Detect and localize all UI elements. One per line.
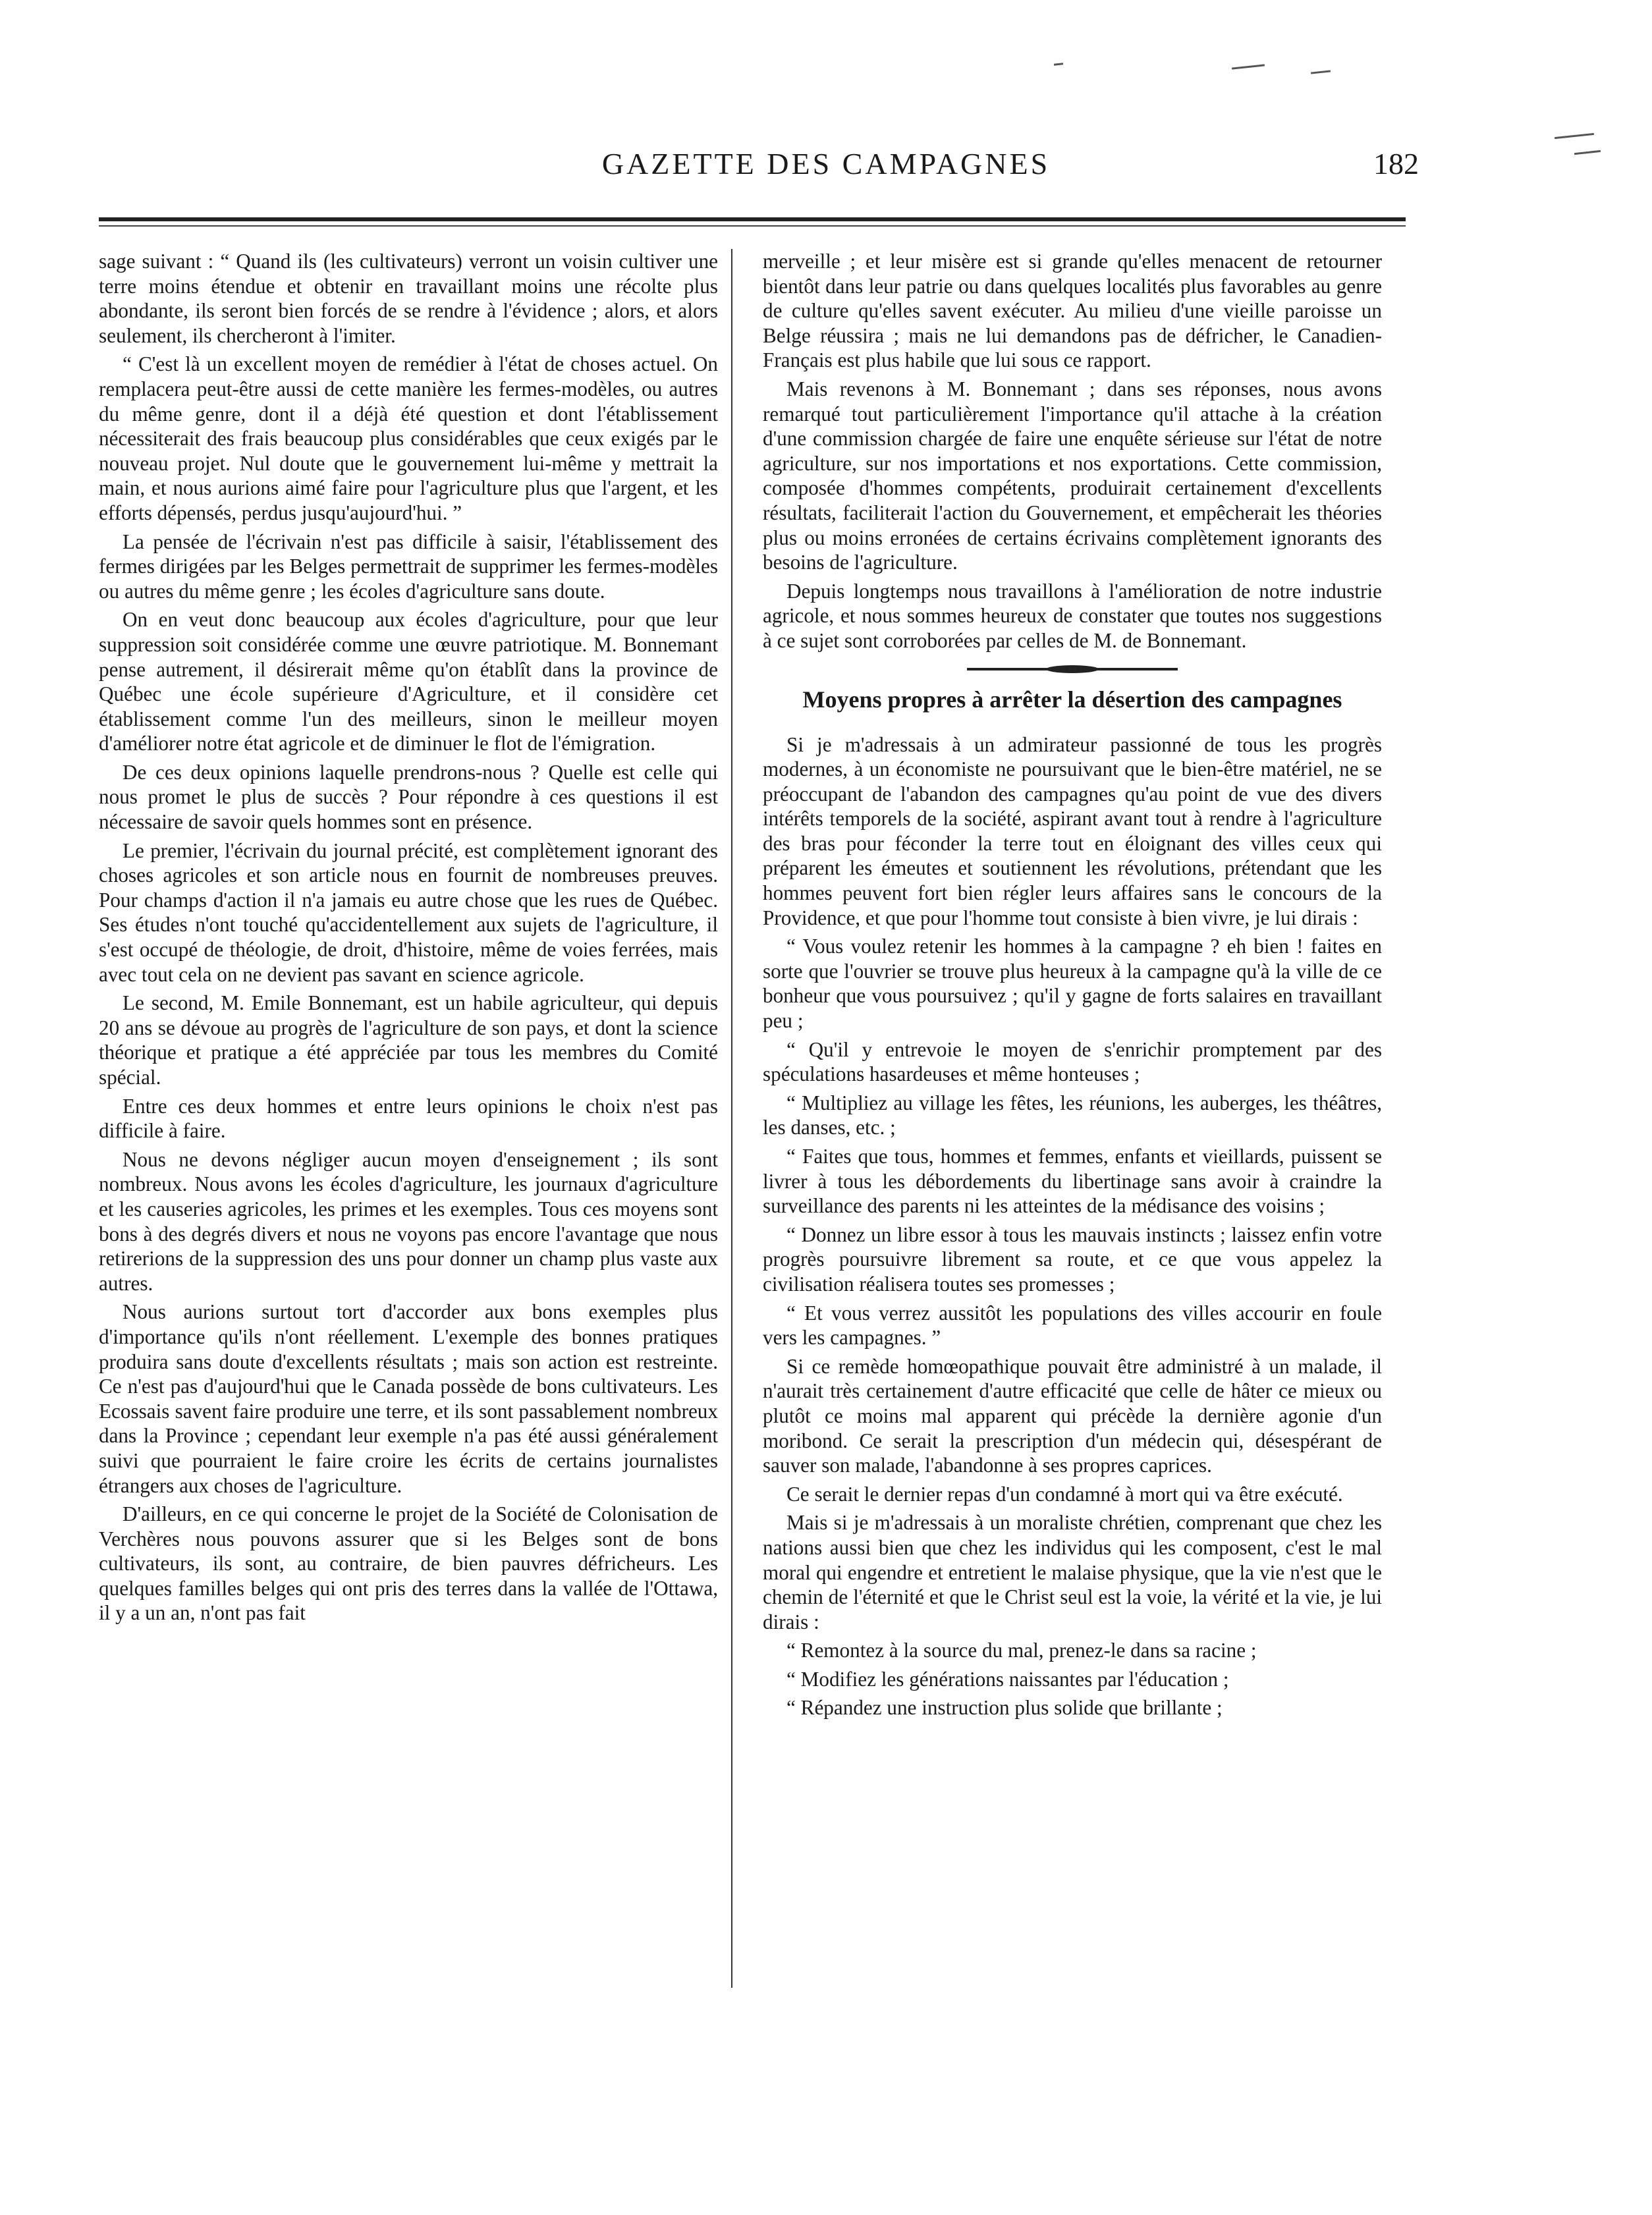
newspaper-title: GAZETTE DES CAMPAGNES (601, 147, 1051, 180)
paragraph: Si ce remède homœopathique pouvait être administré à un malade, il n'aurait très certainement d'autre efficacité que celle de hâter ce mieux ou plutôt ce moins mal apparent qui précède la dernière agonie d'un moribond. Ce serait la prescription d'un médecin qui, désespérant de sauver son malade, l'abandonne à ses propres caprices. (763, 1354, 1382, 1477)
paragraph: De ces deux opinions laquelle prendrons-nous ? Quelle est celle qui nous promet le plus de succès ? Pour répondre à ces questions il est nécessaire de savoir quels hommes sont en présence. (99, 760, 718, 834)
paragraph: Si je m'adressais à un admirateur passionné de tous les progrès modernes, à un économiste ne poursuivant que le bien-être matériel, ne se préoccupant de l'abandon des campagnes qu'au point de vue des divers intérêts temporels de la société, aspirant avant tout à rendre à l'agriculture des bras pour féconder la terre tout en éloignant des villes ceux qui préparent les émeutes et soutiennent les révolutions, prétendant que les hommes peuvent fort bien régler leurs affaires sans le concours de la Providence, et que pour l'homme tout consiste à bien vivre, je lui dirais : (763, 732, 1382, 929)
paragraph: “ Qu'il y entrevoie le moyen de s'enrichir promptement par des spéculations hasardeuses et même honteuses ; (763, 1037, 1382, 1086)
paragraph: Nous aurions surtout tort d'accorder aux bons exemples plus d'importance qu'ils n'ont réellement. L'exemple des bonnes pratiques produira sans doute d'excellents résultats ; mais son action est restreinte. Ce n'est pas d'aujourd'hui que le Canada possède de bons cultivateurs. Les Ecossais savent faire produire une terre, et ils sont passablement nombreux dans la Province ; cependant leur exemple n'a pas été aussi généralement suivi que pourraient le faire croire les écrits de certains journalistes étrangers aux choses de l'agriculture. (99, 1300, 718, 1497)
paragraph: Mais revenons à M. Bonnemant ; dans ses réponses, nous avons remarqué tout particulièrement l'importance qu'il attache à la création d'une commission chargée de faire une enquête sérieuse sur l'état de notre agriculture, sur nos importations et nos exportations. Cette commission, composée d'hommes compétents, produirait certainement d'excellents résultats, faciliterait l'action du Gouvernement, et empêcherait les théories plus ou moins erronées de certains écrivains complètement ignorants des besoins de l'agriculture. (763, 377, 1382, 574)
paragraph: “ Et vous verrez aussitôt les populations des villes accourir en foule vers les campagnes. ” (763, 1301, 1382, 1350)
paragraph: On en veut donc beaucoup aux écoles d'agriculture, pour que leur suppression soit considérée comme une œuvre patriotique. M. Bonnemant pense autrement, il désirerait même qu'on établît dans la province de Québec une école supérieure d'Agriculture, et il considère cet établissement comme l'un des meilleurs, sinon le meilleur moyen d'améliorer notre état agricole et de diminuer le flot de l'émigration. (99, 608, 718, 755)
section-ornament-rule (967, 668, 1178, 670)
paragraph: merveille ; et leur misère est si grande qu'elles menacent de retourner bientôt dans leur patrie ou dans quelques localités plus favorables au genre de culture qu'elles savent exécuter. Au milieu d'une vieille paroisse un Belge réussira ; mais ne lui demandons pas de défricher, le Canadien-Français est plus habile que lui sous ce rapport. (763, 250, 1382, 372)
paragraph: Mais si je m'adressais à un moraliste chrétien, comprenant que chez les nations aussi bien que chez les individus qui les composent, c'est le mal moral qui engendre et entretient le malaise physique, que la vie n'est que le chemin de l'éternité et que le Christ seul est la voie, la vérité et la vie, je lui dirais : (763, 1511, 1382, 1633)
scan-mark (1555, 133, 1594, 139)
paragraph: “ Répandez une instruction plus solide que brillante ; (786, 1696, 1223, 1720)
paragraph: “ Donnez un libre essor à tous les mauvais instincts ; laissez enfin votre progrès poursuivre librement sa route, et ce que vous appelez la civilisation réalisera toutes ses promesses ; (763, 1222, 1382, 1296)
scan-mark (1232, 64, 1265, 69)
scan-mark (1311, 70, 1331, 74)
column-divider (731, 249, 732, 1988)
paragraph: Ce serait le dernier repas d'un condamné à mort qui va être exécuté. (786, 1482, 1343, 1506)
left-column (99, 249, 718, 1629)
right-column (763, 249, 1382, 1724)
scan-mark (1054, 63, 1063, 65)
section-title: Moyens propres à arrêter la désertion des campagnes (802, 686, 1342, 713)
paragraph: “ Remontez à la source du mal, prenez-le dans sa racine ; (786, 1639, 1257, 1662)
paragraph: Depuis longtemps nous travaillons à l'amélioration de notre industrie agricole, et nous sommes heureux de constater que toutes nos suggestions à ce sujet sont corroborées par celles de M. de Bonnemant. (763, 579, 1382, 652)
page-number: 182 (1373, 147, 1419, 180)
paragraph: La pensée de l'écrivain n'est pas difficile à saisir, l'établissement des fermes dirigées par les Belges permettrait de supprimer les fermes-modèles ou autres du même genre ; les écoles d'agriculture sans doute. (99, 530, 718, 603)
header-rule (99, 217, 1406, 221)
paragraph: Le premier, l'écrivain du journal précité, est complètement ignorant des choses agricoles et son article nous en fournit de nombreuses preuves. Pour champs d'action il n'a jamais eu autre chose que les rues de Québec. Ses études n'ont touché qu'accidentellement aux sujets de l'agriculture, il s'est occupé de théologie, de droit, d'histoire, même de voies ferrées, mais avec tout cela on ne devient pas savant en science agricole. (99, 838, 718, 986)
paragraph: Nous ne devons négliger aucun moyen d'enseignement ; ils sont nombreux. Nous avons les écoles d'agriculture, les journaux d'agriculture et les causeries agricoles, les primes et les exemples. Tous ces moyens sont bons à des degrés divers et nous ne voyons pas encore l'avantage que nous retirerions de la suppression des uns pour donner un champ plus vaste aux autres. (99, 1147, 718, 1295)
paragraph: “ Multipliez au village les fêtes, les réunions, les auberges, les théâtres, les danses, etc. ; (763, 1091, 1382, 1139)
paragraph: Le second, M. Emile Bonnemant, est un habile agriculteur, qui depuis 20 ans se dévoue au progrès de l'agriculture de son pays, et dont la science théorique et pratique a été appréciée par tous les membres du Comité spécial. (99, 991, 718, 1089)
paragraph: “ C'est là un excellent moyen de remédier à l'état de choses actuel. On remplacera peut-être aussi de cette manière les fermes-modèles, ou autres du même genre, dont il a déjà été question et dont l'établissement nécessiterait des frais beaucoup plus considérables que ceux exigés par le nouveau projet. Nul doute que le gouvernement lui-même y mettrait la main, et nous aurions aimé faire pour l'agriculture plus que l'argent, et les efforts dépensés, perdus jusqu'aujourd'hui. ” (99, 352, 718, 524)
paragraph: “ Modifiez les générations naissantes par l'éducation ; (786, 1667, 1229, 1691)
paragraph: Entre ces deux hommes et entre leurs opinions le choix n'est pas difficile à faire. (99, 1094, 718, 1143)
paragraph: sage suivant : “ Quand ils (les cultivateurs) verront un voisin cultiver une terre moins étendue et obtenir en travaillant moins une récolte plus abondante, ils seront bien forcés de se rendre à l'évidence ; alors, et alors seulement, ils chercheront à l'imiter. (99, 250, 718, 347)
paragraph: “ Faites que tous, hommes et femmes, enfants et vieillards, puissent se livrer à tous les débordements du libertinage sans avoir à craindre la surveillance des parents ni les atteintes de la médisance des voisins ; (763, 1145, 1382, 1218)
paragraph: D'ailleurs, en ce qui concerne le projet de la Société de Colonisation de Verchères nous pouvons assurer que si les Belges sont de bons cultivateurs, ils sont, au contraire, de bien pauvres défricheurs. Les quelques familles belges qui ont pris des terres dans la vallée de l'Ottawa, il y a un an, n'ont pas fait (99, 1502, 718, 1625)
paragraph: “ Vous voulez retenir les hommes à la campagne ? eh bien ! faites en sorte que l'ouvrier se trouve plus heureux à la campagne qu'à la ville de ce bonheur que vous poursuivez ; qu'il y gagne de forts salaires en travaillant peu ; (763, 935, 1382, 1033)
header-rule-thin (99, 225, 1406, 227)
